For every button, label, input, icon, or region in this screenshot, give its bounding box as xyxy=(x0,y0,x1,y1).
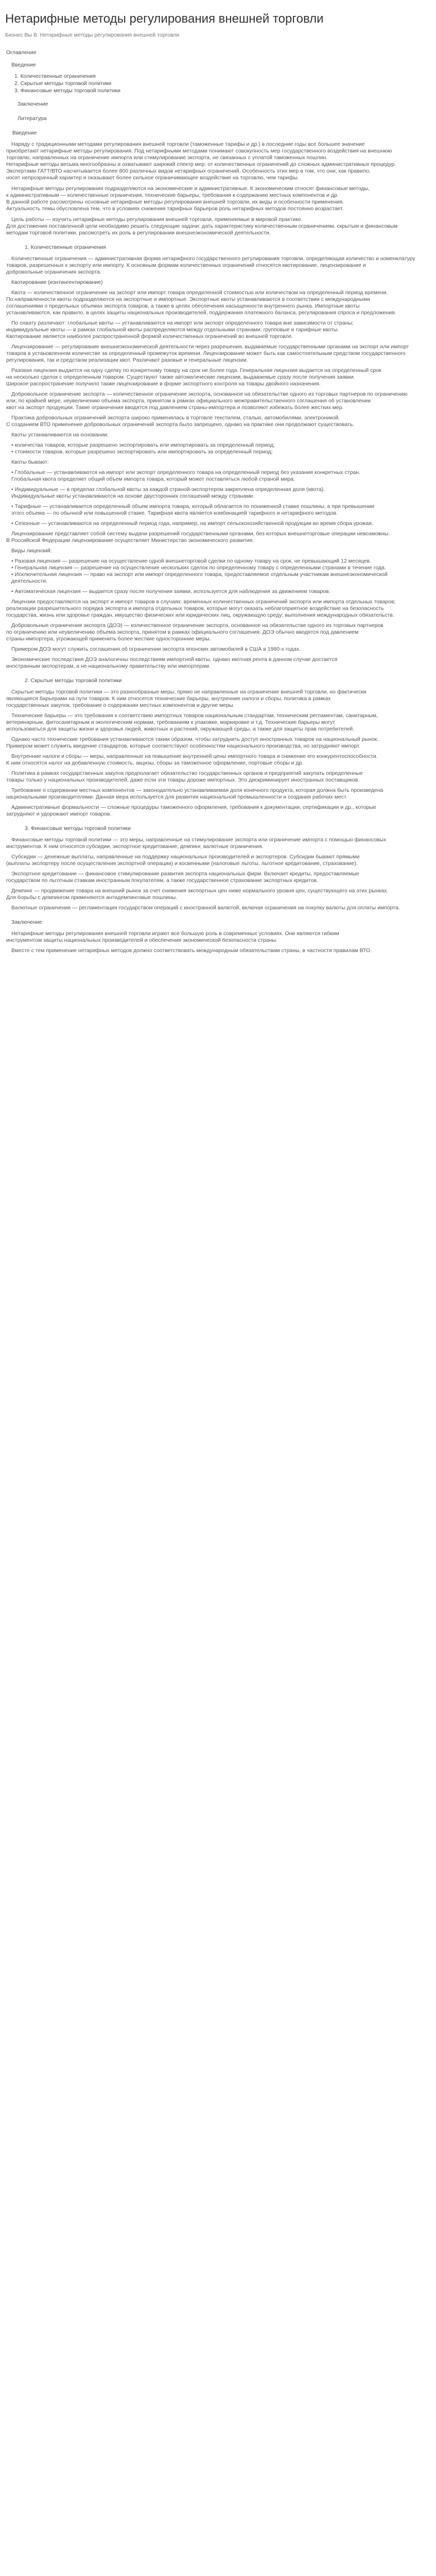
paragraph-line: на несколько сделок с определенным товаром. Существуют также автоматические лицензии, выдаваемые сразу после получения заявки. xyxy=(6,374,355,380)
breadcrumb[interactable]: Бизнес Вы В. Нетарифные методы регулирования внешней торговли xyxy=(5,32,180,38)
paragraph-line: инструментом защиты национальных производителей и обеспечения экономической безопасности страны. xyxy=(6,937,277,943)
paragraph-line: Квоты бывают: xyxy=(11,459,49,465)
paragraph-line: соглашениями о предельных объемах экспорта товаров, а также в целях обеспечения насыщенности внутреннего рынка. Импортные квоты xyxy=(6,303,360,309)
paragraph-line: • Автоматическая лицензия — выдается сразу после получения заявки, используется для наблюдения за движением товаров. xyxy=(11,588,330,595)
paragraph-line: Нетарифные методы весьма многообразны и охватывают широкий спектр мер: от количественных ограничений до сложных административных процедур. xyxy=(6,161,396,167)
paragraph-line: С созданием ВТО применение добровольных ограничений экспорта было запрещено, однако на практике они продолжают существовать. xyxy=(6,421,355,428)
paragraph-line: • Глобальные — устанавливаются на импорт или экспорт определенного товара на определенный период без указания конкретных стран. xyxy=(11,469,361,476)
page-title: Нетарифные методы регулирования внешней торговли xyxy=(5,12,324,26)
paragraph-line: ветеринарным, фитосанитарным и экологическим нормам, требованиям к упаковке, маркировке и т.д. Технические барьеры могут xyxy=(6,719,336,725)
paragraph-line: Политика в рамках государственных закупок предполагает обязательство государственных органов и предприятий закупать определенные xyxy=(11,770,363,776)
paragraph-line: Лицензирование — регулирование внешнеэкономической деятельности через разрешения, выдаваемые государственными органами на экспорт или импорт xyxy=(11,344,409,350)
section-heading: Введение xyxy=(12,130,37,136)
paragraph-line: государства, жизнь или здоровье граждан, имущество физических или юридических лиц, окружающую среду; выполнения международных обязательств. xyxy=(6,612,394,618)
paragraph-line: Квоты устанавливаются на основании: xyxy=(11,432,109,438)
paragraph-line: • Сезонные — устанавливаются на определенный период года, например, на импорт сельскохозяйственной продукции во время сбора урожая. xyxy=(11,520,373,527)
paragraph-line: Квота — количественное ограничение на экспорт или импорт товара определенной стоимостью или количеством на определенный период времени. xyxy=(11,290,388,296)
section-heading: Заключение xyxy=(18,101,48,107)
paragraph-line: Индивидуальные квоты устанавливаются на основе двусторонних соглашений между странами. xyxy=(11,493,255,499)
paragraph-line: Субсидии — денежные выплаты, направленные на поддержку национальных производителей и экспортеров. Субсидии бывают прямыми xyxy=(11,854,360,860)
paragraph-line: методам торговой политики, рассмотреть их роль в регулировании внешнеэкономической деятельности. xyxy=(6,230,271,236)
paragraph-line: Примером может служить введение стандартов, которые соответствуют особенностям национального производства, но затрудняют импорт. xyxy=(6,743,360,749)
paragraph-line: Однако часто технические требования устанавливаются таким образом, чтобы затруднить доступ иностранных товаров на национальный рынок. xyxy=(11,736,379,742)
paragraph-line: В данной работе рассмотрены основные нетарифные методы регулирования внешней торговли, их виды и особенности применения. xyxy=(6,199,344,205)
paragraph-line: иностранным экспортерам, а не национальному правительству или импортерам. xyxy=(6,663,211,669)
paragraph-line: Количественные ограничения — административная форма нетарифного государственного регулирования торговли, определяющая количество и номенклатуру xyxy=(11,256,415,262)
paragraph-line: товаров в установленном количестве за определенный промежуток времени. Лицензирование может быть как самостоятельным средством государственного xyxy=(6,350,406,357)
section-heading: Заключение xyxy=(11,919,42,925)
paragraph-line: этого объема — по обычной или повышенной ставке. Тарифная квота является комбинацией тарифного и нетарифного методов. xyxy=(11,510,338,516)
paragraph-line: Административные формальности — сложные процедуры таможенного оформления, требования к документации, сертификации и др., которые xyxy=(11,804,376,810)
paragraph-line: • Исключительная лицензия — право на экспорт или импорт определенного товара, предоставляемое отдельным участникам внешнеэкономической xyxy=(11,571,388,578)
toc-item[interactable]: 3. Финансовые методы торговой политики xyxy=(14,88,120,94)
paragraph-line: Для достижения поставленной цели необходимо решить следующие задачи: дать характеристику количественным ограничениям, скрытым и финансовым xyxy=(6,223,398,229)
paragraph-line: Добровольное ограничение экспорта — количественное ограничение экспорта, основанное на обязательстве одного из торговых партнеров по ограничению xyxy=(11,391,408,397)
paragraph-line: являющиеся барьерами на пути товаров. К ним относятся технические барьеры, внутренние налоги и сборы, политика в рамках xyxy=(6,696,331,702)
section-heading: Квотирование (контингентирование) xyxy=(11,279,103,285)
paragraph-line: • количества товаров, которые разрешено экспортировать или импортировать за определенный период; xyxy=(11,442,275,448)
toc-item[interactable]: 1. Количественные ограничения xyxy=(14,73,96,79)
paragraph-line: По охвату различают: глобальные квоты — устанавливаются на импорт или экспорт определенного товара вне зависимости от страны; xyxy=(11,320,354,326)
section-heading: Виды лицензий: xyxy=(11,548,52,554)
paragraph-line: Лицензирование представляет собой систему выдачи разрешений государственными органами, без которых внешнеторговые операции невозможны. xyxy=(11,531,390,537)
paragraph-line: Требование о содержании местных компонентов — законодательно устанавливаемая доля конечного продукта, которая должна быть произведена xyxy=(11,787,383,793)
paragraph-line: Для борьбы с демпингом применяются антидемпинговые пошлины. xyxy=(6,894,178,901)
paragraph-line: Скрытые методы торговой политики — это разнообразные меры, прямо не направленные на ограничение внешней торговли, но фактически xyxy=(11,689,367,695)
paragraph-line: Вместе с тем применение нетарифных методов должно соответствовать международным обязательствам страны, в частности правилам ВТО. xyxy=(11,947,372,954)
paragraph-line: • Тарифные — устанавливается определенный объем импорта товара, который облагается по пониженной ставке пошлины, а при превышении xyxy=(11,503,374,510)
paragraph-line: национальными производителями. Данная мера используется для развития национальной промышленности и создания рабочих мест. xyxy=(6,794,347,800)
paragraph-line: индивидуальные квоты — в рамках глобальной квоты распределяются между отдельными странами; групповые и тарифные квоты. xyxy=(6,327,339,333)
paragraph-line: Практика добровольных ограничений экспорта широко применялась в торговле текстилем, сталью, автомобилями, электроникой. xyxy=(11,415,340,421)
paragraph-line: Квотирование является наиболее распространенной формой количественных ограничений во внешней торговле. xyxy=(6,333,293,340)
paragraph-line: Финансовые методы торговой политики — это меры, направленные на стимулирование экспорта или ограничение импорта с помощью финансовых xyxy=(11,837,387,843)
paragraph-line: (выплаты экспортеру после осуществления экспортной операции) и косвенными (налоговые льготы, льготное кредитование, страхование). xyxy=(6,860,358,867)
paragraph-line: Наряду с традиционными методами регулирования внешней торговли (таможенные тарифы и др.) в последние годы все большее значение xyxy=(11,141,365,147)
paragraph-line: Добровольные ограничения экспорта (ДОЭ) — количественное ограничение экспорта, основанное на обязательстве одного из торговых партнеров xyxy=(11,622,383,629)
paragraph-line: Лицензии предоставляются на экспорт и импорт товаров в случаях: временных количественных ограничений экспорта или импорта отдельных товаров; xyxy=(11,599,396,605)
section-heading: 3. Финансовые методы торговой политики xyxy=(25,825,131,832)
paragraph-line: Нетарифные методы регулирования внешней торговли играют все большую роль в современных условиях. Они являются гибким xyxy=(11,930,339,937)
paragraph-line: В Российской Федерации лицензирование осуществляет Министерство экономического развития. xyxy=(6,537,254,544)
paragraph-line: • стоимости товаров, которые разрешено экспортировать или импортировать за определенный период; xyxy=(11,449,273,455)
paragraph-line: Внутренние налоги и сборы — меры, направленные на повышение внутренней цены импортного товара и снижение его конкурентоспособности. xyxy=(11,753,378,759)
paragraph-line: Технические барьеры — это требования к соответствию импортных товаров национальным стандартам, техническим регламентам, санитарным, xyxy=(11,713,378,719)
paragraph-line: использоваться для защиты жизни и здоровья людей, животных и растений, окружающей среды, а также для защиты прав потребителей. xyxy=(6,726,355,732)
paragraph-line: К ним относятся налог на добавленную стоимость, акцизы, сборы за таможенное оформление, портовые сборы и др. xyxy=(6,760,304,766)
paragraph-line: Разовая лицензия выдается на одну сделку по конкретному товару на срок не более года. Генеральная лицензия выдается на определенный срок xyxy=(11,367,381,374)
paragraph-line: Глобальная квота определяет общий объем импорта товара, который может поставляться любой страной мира. xyxy=(11,476,295,482)
paragraph-line: государственных закупок, требование о содержании местных компонентов и другие меры. xyxy=(6,702,235,708)
paragraph-line: устанавливаются, как правило, в целях защиты национальных производителей, поддержания платежного баланса, регулирования спроса и предложения. xyxy=(6,310,396,316)
paragraph-line: или, по крайней мере, неувеличению объема экспорта, принятом в рамках официального межправительственного соглашения об установлении xyxy=(6,398,371,404)
paragraph-line: деятельности. xyxy=(11,578,47,584)
paragraph-line: государством по льготным ставкам иностранным покупателям, а также государственное страхование экспортных кредитов. xyxy=(6,877,318,884)
paragraph-line: затрудняют и удорожают импорт товаров. xyxy=(6,811,112,817)
toc-item[interactable]: 2. Скрытые методы торговой политики xyxy=(14,80,112,87)
paragraph-line: Нетарифные методы регулирования подразделяются на экономические и административные. К экономическим относят финансовые методы, xyxy=(11,185,370,192)
paragraph-line: добровольные ограничения экспорта. xyxy=(6,269,101,275)
paragraph-line: носят непрозрачный характер и оказывают более сильное ограничивающее воздействие на торговлю, чем тарифы. xyxy=(6,175,299,181)
paragraph-line: • Генеральная лицензия — разрешение на осуществление нескольких сделок по определенному товару с определенными странами в течение года. xyxy=(11,565,386,571)
paragraph-line: регулирования, так и средством реализации квот. Различают разовые и генеральные лицензии. xyxy=(6,357,248,363)
paragraph-line: • Индивидуальные — в пределах глобальной квоты за каждой страной-экспортером закреплена определенная доля (квота). xyxy=(11,486,325,493)
paragraph-line: Актуальность темы обусловлена тем, что в условиях снижения тарифных барьеров роль нетарифных методов постоянно возрастает. xyxy=(6,206,344,212)
paragraph-line: приобретают нетарифные методы регулирования. Под нетарифными методами понимают совокупность мер государственного воздействия на внешнюю xyxy=(6,148,392,154)
paragraph-line: Демпинг — продвижение товара на внешний рынок за счет снижения экспортных цен ниже нормального уровня цен, существующего на этих рынках. xyxy=(11,888,389,894)
paragraph-line: инструментов. К ним относятся субсидии, экспортное кредитование, демпинг, валютные ограничения. xyxy=(6,843,264,850)
paragraph-line: • Разовая лицензия — разрешение на осуществление одной внешнеторговой сделки по одному товару на срок, не превышающий 12 месяцев. xyxy=(11,558,372,564)
paragraph-line: Экономические последствия ДОЭ аналогичны последствиям импортной квоты, однако квотная рента в данном случае достается xyxy=(11,656,338,663)
paragraph-line: квот на экспорт продукции. Такие ограничения вводятся под давлением страны-импортера и позволяют избежать более жестких мер. xyxy=(6,404,344,411)
paragraph-line: реализации разрешительного порядка экспорта и импорта отдельных товаров, которые могут оказать неблагоприятное воздействие на безопасность xyxy=(6,605,384,612)
paragraph-line: по ограничению или неувеличению объема экспорта, принятом в рамках официального соглашения. ДОЭ обычно вводятся под давлением xyxy=(6,629,359,635)
section-heading: Оглавление xyxy=(6,49,37,56)
paragraph-line: товаров, разрешенных к экспорту или импорту. К основным формам количественных ограничений относятся квотирование, лицензирование и xyxy=(6,262,366,268)
paragraph-line: к административным — количественные ограничения, технические барьеры, требования к содержанию местных компонентов и др. xyxy=(6,192,339,198)
section-heading: 1. Количественные ограничения xyxy=(25,244,106,250)
paragraph-line: Валютные ограничения — регламентация государством операций с иностранной валютой, включая ограничения на покупку валюты для оплаты импорта. xyxy=(11,905,400,911)
section-heading: 2. Скрытые методы торговой политики xyxy=(25,677,122,684)
paragraph-line: торговлю, направленных на ограничение импорта или стимулирование экспорта, не связанных с уплатой таможенных пошлин. xyxy=(6,155,328,161)
paragraph-line: товары только у национальных производителей, даже если эти товары дороже импортных. Это дискриминирует иностранных поставщиков. xyxy=(6,777,360,783)
paragraph-line: страны-импортера, угрожающей применить более жесткие односторонние меры. xyxy=(6,636,211,642)
section-heading: Введение xyxy=(11,62,36,68)
paragraph-line: Экспортное кредитование — финансовое стимулирование развития экспорта национальных фирм. Включает кредиты, предоставляемые xyxy=(11,871,359,877)
paragraph-line: Широкое распространение получило также лицензирование в форме экспортного контроля на товары двойного назначения. xyxy=(6,381,321,387)
section-heading: Литература xyxy=(18,115,47,122)
paragraph-line: Цель работы — изучить нетарифные методы регулирования внешней торговли, применяемые в мировой практике. xyxy=(11,216,303,223)
paragraph-line: По направленности квоты подразделяются на экспортные и импортные. Экспортные квоты устанавливаются в соответствии с международными xyxy=(6,296,370,302)
paragraph-line: Примером ДОЭ могут служить соглашения об ограничении экспорта японских автомобилей в США в 1980-х годах. xyxy=(11,646,301,652)
paragraph-line: Экспертами ГАТТ/ВТО насчитывается более 800 различных видов нетарифных ограничений. Особенность этих мер в том, что они, как правило, xyxy=(6,168,371,174)
